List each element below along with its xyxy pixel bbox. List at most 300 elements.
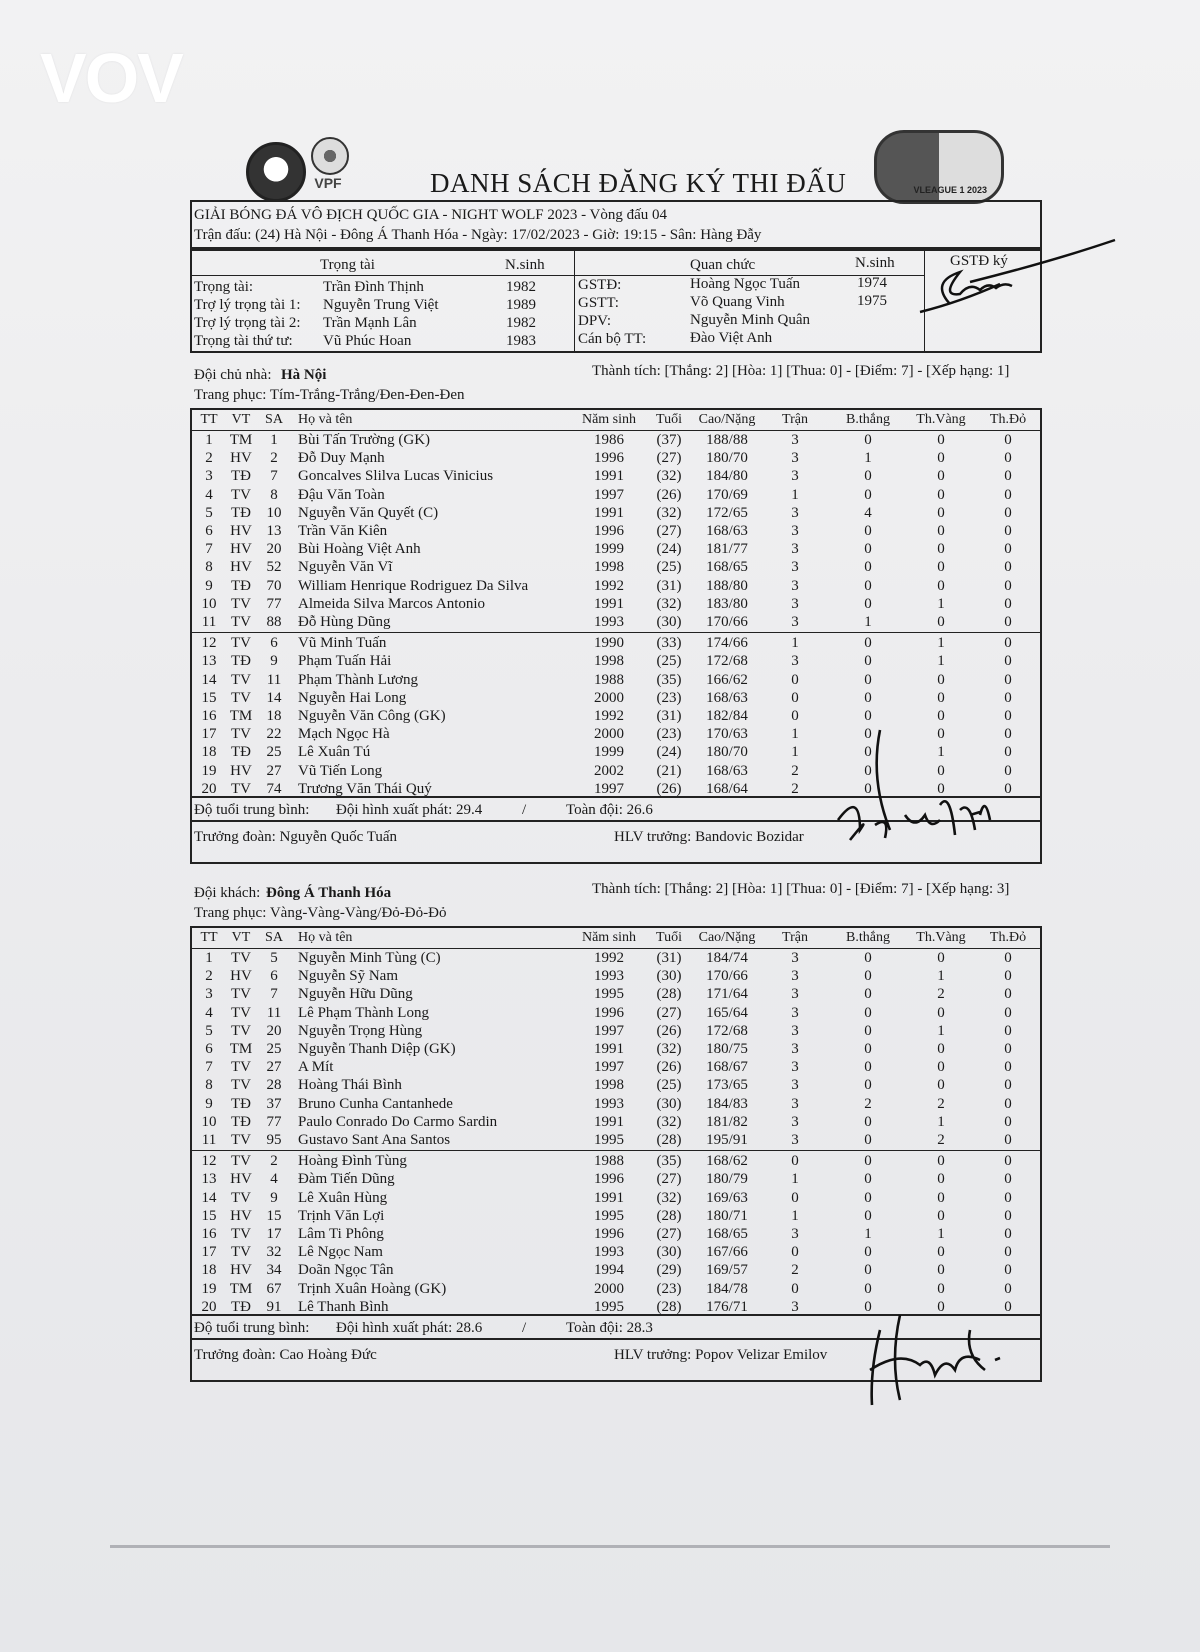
away-player-cell: TV [231,1059,251,1076]
away-player-cell: 5 [270,950,278,966]
away-player-cell: 4 [205,1004,213,1021]
away-player-cell: (28) [656,1132,682,1148]
away-player-cell: 1995 [594,1298,624,1315]
home-player-cell: 0 [937,762,945,779]
home-player-cell: 0 [1004,635,1012,652]
home-player-cell: (32) [656,468,682,485]
staff-role: GSTT: [578,295,619,311]
home-player-cell: 0 [864,635,872,652]
home-player-cell: Nguyễn Văn Quyết (C) [298,504,439,521]
home-bench-rule [190,632,1042,633]
home-player-cell: 1 [270,432,278,448]
away-player-cell: 180/79 [706,1171,748,1188]
away-player-cell: 0 [1004,1077,1012,1094]
away-player-cell: 0 [1004,1244,1012,1261]
away-coach-signature [860,1310,1020,1410]
away-player-cell: (29) [656,1262,682,1279]
home-player-cell: 0 [1004,523,1012,539]
home-player-cell: TV [231,635,251,652]
home-player-cell: (33) [656,635,682,652]
referee-year: 1982 [506,315,536,331]
home-player-cell: 52 [266,559,282,576]
away-player-cell: 0 [864,1132,872,1148]
home-player-cell: (31) [656,577,682,594]
away-player-cell: 0 [937,1153,945,1170]
home-player-cell: 27 [266,762,282,779]
home-player-cell: 0 [864,559,872,576]
away-col-header: Năm sinh [581,930,637,945]
staff-name: Hoàng Ngọc Tuấn [690,276,801,292]
away-player-cell: Hoàng Thái Bình [298,1077,402,1094]
officials-header-official: Quan chức [690,257,756,273]
home-player-cell: TM [229,432,253,448]
home-col-header: Năm sinh [581,412,637,427]
page-title: DANH SÁCH ĐĂNG KÝ THI ĐẤU [430,168,847,198]
away-player-cell: 91 [266,1298,282,1315]
home-player-cell: Phạm Tuấn Hải [298,653,392,670]
away-player-cell: 0 [937,1207,945,1224]
away-player-cell: 37 [266,1095,282,1112]
home-player-cell: 20 [201,780,217,797]
away-player-cell: 9 [270,1189,278,1206]
away-player-cell: 12 [201,1153,217,1170]
home-player-cell: 0 [1004,577,1012,594]
away-player-cell: 7 [270,986,278,1003]
away-player-cell: 0 [937,1280,945,1297]
home-player-cell: 18 [201,744,217,761]
staff-name: Nguyễn Minh Quân [690,312,810,328]
away-player-cell: 2 [205,968,213,985]
vff-logo [246,142,306,202]
home-player-cell: 0 [1004,671,1012,688]
home-player-cell: 0 [937,689,945,706]
home-player-cell: Nguyễn Văn Công (GK) [298,708,446,724]
away-player-cell: 181/82 [706,1113,748,1130]
home-player-cell: Phạm Thành Lương [298,671,418,688]
away-col-header: Th.Vàng [916,930,966,945]
home-col-header: TT [200,412,218,427]
away-player-cell: 2 [937,1095,945,1112]
home-player-cell: 6 [270,635,278,652]
home-player-cell: 0 [1004,744,1012,761]
home-player-cell: Trương Văn Thái Quý [298,780,432,797]
home-avg-sep: / [522,802,527,818]
home-avg-start: Đội hình xuất phát: 29.4 [336,802,483,818]
referee-year: 1989 [506,297,536,313]
away-team-label: Đội khách: [194,885,261,901]
away-player-cell: 1995 [594,1207,624,1224]
home-player-cell: 166/62 [706,671,748,688]
staff-role: DPV: [578,313,612,329]
home-player-cell: HV [230,762,252,779]
home-player-cell: 0 [791,671,799,688]
home-player-cell: 74 [266,780,282,797]
away-player-cell: TM [229,1041,253,1057]
home-player-cell: TV [231,780,251,797]
away-player-cell: 0 [1004,1132,1012,1148]
home-player-cell: TĐ [231,504,251,521]
home-player-cell: 0 [937,708,945,724]
away-player-cell: 3 [205,986,213,1003]
away-player-cell: 180/75 [706,1041,748,1057]
away-player-cell: 25 [266,1041,282,1057]
home-player-cell: 0 [1004,541,1012,558]
away-player-cell: HV [230,1171,252,1188]
away-player-cell: 0 [1004,1095,1012,1112]
away-player-cell: 0 [864,1189,872,1206]
home-player-cell: 0 [937,450,945,467]
away-player-cell: 10 [201,1113,217,1130]
away-player-cell: (25) [656,1077,682,1094]
home-player-cell: 0 [864,523,872,539]
away-player-cell: (27) [656,1226,682,1242]
home-player-cell: 3 [791,450,799,467]
away-player-cell: (28) [656,986,682,1003]
home-coach-signature [830,720,1010,870]
home-player-cell: 0 [864,541,872,558]
home-player-cell: 0 [937,523,945,539]
home-player-cell: (37) [656,432,682,448]
home-player-cell: Lê Xuân Tú [298,744,371,761]
home-player-cell: (24) [656,541,682,558]
away-player-cell: 176/71 [706,1298,748,1315]
home-player-cell: 1993 [594,614,624,630]
away-player-cell: 3 [791,1095,799,1112]
away-player-cell: 1996 [594,1171,624,1188]
vleague-logo-text: VLEAGUE 1 2023 [913,185,987,195]
staff-role: GSTĐ: [578,277,622,293]
referee-year: 1983 [506,333,536,349]
away-player-cell: 0 [864,1280,872,1297]
home-player-cell: 1991 [594,504,624,521]
home-player-cell: TV [231,595,251,612]
away-player-cell: 0 [864,1262,872,1279]
away-player-cell: 0 [937,1171,945,1188]
away-player-cell: 1 [937,1113,945,1130]
home-player-cell: TV [231,614,251,630]
away-player-cell: Lê Ngọc Nam [298,1244,383,1261]
away-player-cell: 0 [864,1077,872,1094]
home-player-cell: 1988 [594,671,624,688]
away-player-cell: 2000 [594,1280,624,1297]
home-player-cell: 0 [864,577,872,594]
away-player-cell: 0 [1004,1153,1012,1170]
away-player-cell: 1 [937,1022,945,1039]
home-player-cell: 0 [864,708,872,724]
home-player-cell: 1999 [594,541,624,558]
away-player-cell: 1993 [594,1095,624,1112]
vov-watermark: VOV [40,39,182,117]
away-avg-all: Toàn đội: 28.3 [566,1320,653,1336]
home-player-cell: 1 [937,653,945,670]
away-player-cell: 0 [1004,1207,1012,1224]
away-bench-rule [190,1150,1042,1151]
away-player-cell: 11 [266,1004,282,1021]
home-player-cell: 14 [201,671,217,688]
away-player-cell: 1993 [594,1244,624,1261]
home-player-cell: 7 [270,468,278,485]
home-player-cell: 0 [864,486,872,503]
away-player-cell: 2 [791,1262,799,1279]
away-player-cell: 1 [937,1226,945,1242]
away-player-cell: TV [231,1077,251,1094]
home-player-cell: 25 [266,744,282,761]
away-player-cell: 2 [864,1095,872,1112]
home-player-cell: TM [229,708,253,724]
officials-header-gstd: GSTĐ ký [950,253,1008,269]
away-player-cell: (30) [656,1244,682,1261]
home-team-name: Hà Nội [281,367,327,383]
home-player-cell: 1 [205,432,213,448]
away-player-cell: 3 [791,1041,799,1057]
home-player-cell: 1 [791,486,799,503]
home-player-cell: 1999 [594,744,624,761]
home-team-label: Đội chủ nhà: [194,367,272,383]
away-player-cell: 2 [937,986,945,1003]
home-player-cell: 0 [937,614,945,630]
home-player-cell: Vũ Tiến Long [298,762,383,779]
home-player-cell: 0 [1004,595,1012,612]
away-player-cell: 0 [791,1189,799,1206]
away-player-cell: 3 [791,1059,799,1076]
home-player-cell: (32) [656,595,682,612]
home-player-cell: 1 [791,726,799,743]
home-player-cell: 0 [864,780,872,797]
home-player-cell: 168/63 [706,689,748,706]
away-player-cell: 0 [1004,1022,1012,1039]
away-player-cell: 1 [937,968,945,985]
away-player-cell: 0 [1004,1113,1012,1130]
home-player-cell: 77 [266,595,282,612]
gstd-signature [900,242,1120,342]
away-player-cell: Bruno Cunha Cantanhede [298,1095,453,1112]
away-player-cell: TV [231,1226,251,1242]
home-player-cell: 0 [1004,450,1012,467]
home-player-cell: 15 [201,689,217,706]
home-player-cell: 3 [791,432,799,448]
away-player-cell: 184/83 [706,1095,748,1112]
home-player-cell: 10 [201,595,217,612]
away-player-cell: 17 [201,1244,217,1261]
home-player-cell: 0 [864,653,872,670]
away-player-cell: 3 [791,1022,799,1039]
away-player-cell: 0 [864,1041,872,1057]
away-player-cell: 3 [791,968,799,985]
home-player-cell: Nguyễn Hai Long [298,689,407,706]
home-player-cell: 1996 [594,523,624,539]
away-player-cell: 0 [1004,1280,1012,1297]
away-player-cell: 0 [1004,1059,1012,1076]
away-record: Thành tích: [Thắng: 2] [Hòa: 1] [Thua: 0] - [Điểm: 7] - [Xếp hạng: 3] [592,881,1010,897]
away-player-cell: 1996 [594,1226,624,1242]
home-player-cell: (24) [656,744,682,761]
home-player-cell: 168/63 [706,762,748,779]
away-player-cell: 0 [937,1189,945,1206]
away-col-header: Th.Đỏ [989,930,1027,945]
home-player-cell: 1 [864,614,872,630]
home-player-cell: 180/70 [706,744,748,761]
away-player-cell: 0 [1004,1189,1012,1206]
away-player-cell: 1 [791,1171,799,1188]
away-player-cell: 0 [864,950,872,966]
home-player-cell: 8 [205,559,213,576]
home-player-cell: Bùi Hoàng Việt Anh [298,541,421,558]
home-player-cell: (27) [656,450,682,467]
home-player-cell: 20 [266,541,282,558]
home-player-cell: 1986 [594,432,624,448]
home-player-cell: 3 [791,523,799,539]
home-player-cell: Mạch Ngọc Hà [298,726,390,743]
away-player-cell: 1992 [594,950,624,966]
away-player-cell: TĐ [231,1113,251,1130]
away-player-cell: 1996 [594,1004,624,1021]
home-player-cell: TĐ [231,653,251,670]
home-player-cell: 0 [1004,432,1012,448]
match-line: Trận đấu: (24) Hà Nội - Đông Á Thanh Hóa - Ngày: 17/02/2023 - Giờ: 19:15 - Sân: Hàng Đẫy [194,227,762,243]
home-player-cell: 0 [937,559,945,576]
away-player-cell: 1 [864,1226,872,1242]
home-player-cell: 8 [270,486,278,503]
away-col-header: TT [200,930,218,945]
away-player-cell: 0 [1004,1298,1012,1315]
home-player-cell: 1991 [594,595,624,612]
away-player-cell: (30) [656,968,682,985]
tournament-line: GIẢI BÓNG ĐÁ VÔ ĐỊCH QUỐC GIA - NIGHT WOLF 2023 - Vòng đấu 04 [194,207,668,223]
home-col-header: SA [265,412,283,427]
away-player-cell: TV [231,1153,251,1170]
away-player-cell: 0 [864,1171,872,1188]
home-player-cell: TĐ [231,744,251,761]
home-player-cell: 0 [937,468,945,485]
away-player-cell: 32 [266,1244,282,1261]
home-player-cell: 17 [201,726,217,743]
away-player-cell: 1991 [594,1041,624,1057]
home-player-cell: 3 [791,468,799,485]
home-player-cell: 184/80 [706,468,748,485]
home-player-cell: 6 [205,523,213,539]
away-player-cell: 6 [270,968,278,985]
home-player-cell: 1997 [594,780,624,797]
away-player-cell: 0 [937,1077,945,1094]
home-player-cell: 5 [205,504,213,521]
away-player-cell: (32) [656,1041,682,1057]
referee-name: Vũ Phúc Hoan [323,333,412,349]
home-player-cell: Đỗ Duy Mạnh [298,450,385,467]
home-player-cell: 0 [937,432,945,448]
home-player-cell: 3 [205,468,213,485]
home-player-cell: 172/65 [706,504,748,521]
away-player-cell: Nguyễn Sỹ Nam [298,968,398,985]
away-player-cell: 0 [864,1022,872,1039]
away-player-cell: 1991 [594,1189,624,1206]
away-player-cell: (32) [656,1189,682,1206]
home-player-cell: 0 [864,726,872,743]
away-player-cell: 0 [937,1004,945,1021]
home-player-cell: 0 [864,595,872,612]
home-player-cell: 1 [791,744,799,761]
away-col-header: B.thắng [846,930,890,945]
away-player-cell: 0 [864,1207,872,1224]
home-player-cell: 2000 [594,726,624,743]
away-player-cell: Doãn Ngọc Tân [298,1262,394,1279]
home-player-cell: 3 [791,595,799,612]
away-player-cell: Nguyễn Minh Tùng (C) [298,950,441,966]
home-player-cell: 88 [266,614,282,630]
home-player-cell: 4 [205,486,213,503]
home-coach: HLV trưởng: Bandovic Bozidar [614,829,804,845]
home-player-cell: 188/88 [706,432,748,448]
home-manager: Trưởng đoàn: Nguyễn Quốc Tuấn [194,829,398,845]
away-player-cell: (28) [656,1298,682,1315]
home-player-cell: 0 [864,671,872,688]
away-player-cell: 0 [937,1298,945,1315]
away-player-cell: TV [231,1022,251,1039]
away-player-cell: 7 [205,1059,213,1076]
home-player-cell: 12 [201,635,217,652]
away-player-cell: 6 [205,1041,213,1057]
away-player-cell: 195/91 [706,1132,748,1148]
away-player-cell: Hoàng Đình Tùng [298,1153,407,1170]
away-player-cell: 1994 [594,1262,624,1279]
home-player-cell: 0 [864,762,872,779]
away-player-cell: 1998 [594,1077,624,1094]
home-player-cell: TV [231,726,251,743]
away-player-cell: 1993 [594,968,624,985]
away-player-cell: 168/62 [706,1153,748,1170]
away-player-cell: 1997 [594,1022,624,1039]
home-player-cell: TV [231,671,251,688]
away-player-cell: 2 [937,1132,945,1148]
home-player-cell: 22 [266,726,282,743]
away-player-cell: TV [231,986,251,1003]
away-player-cell: 168/65 [706,1226,748,1242]
home-col-header: Cao/Nặng [698,412,756,427]
away-player-cell: 20 [201,1298,217,1315]
away-player-cell: 3 [791,1077,799,1094]
home-player-cell: 3 [791,559,799,576]
home-player-cell: Đỗ Hùng Dũng [298,614,391,630]
away-player-cell: 3 [791,1132,799,1148]
away-player-cell: TV [231,1189,251,1206]
referee-role: Trợ lý trọng tài 2: [194,315,301,331]
home-player-cell: 0 [1004,780,1012,797]
home-player-cell: 0 [1004,708,1012,724]
home-player-cell: (25) [656,653,682,670]
home-player-cell: 3 [791,577,799,594]
home-player-cell: 168/65 [706,559,748,576]
away-player-cell: 0 [864,986,872,1003]
home-player-cell: 0 [1004,614,1012,630]
home-player-cell: 1990 [594,635,624,652]
home-player-cell: 1 [937,635,945,652]
home-player-cell: 183/80 [706,595,748,612]
away-player-cell: 3 [791,1298,799,1315]
home-player-cell: 2000 [594,689,624,706]
home-col-header: Tuổi [656,412,682,427]
away-player-cell: 0 [937,1244,945,1261]
home-player-cell: 181/77 [706,541,748,558]
away-player-cell: 0 [791,1153,799,1170]
away-coach: HLV trưởng: Popov Velizar Emilov [614,1347,828,1363]
home-player-cell: 70 [266,577,282,594]
away-player-cell: Nguyễn Thanh Diệp (GK) [298,1041,456,1057]
away-player-cell: 0 [791,1280,799,1297]
away-player-cell: 15 [266,1207,282,1224]
home-player-cell: 172/68 [706,653,748,670]
home-player-cell: 0 [1004,559,1012,576]
home-player-cell: (26) [656,780,682,797]
referee-name: Trần Mạnh Lân [323,315,417,331]
